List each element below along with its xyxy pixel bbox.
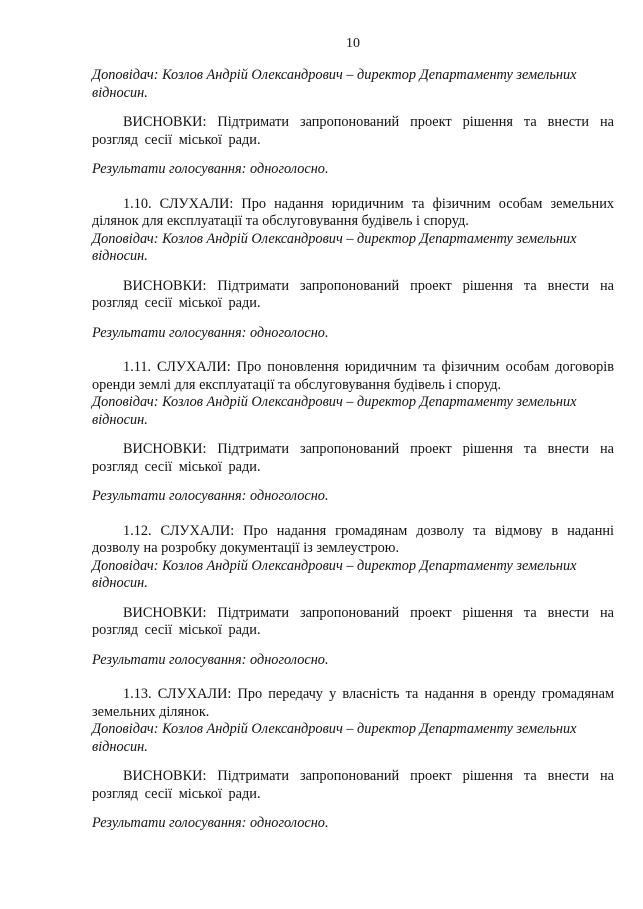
speaker-line: Доповідач: Козлов Андрій Олександрович – директор Департаменту земельних відносин. (92, 394, 577, 428)
agenda-item-1-13 (92, 686, 614, 833)
heard-paragraph: 1.12. СЛУХАЛИ: Про надання громадянам дозволу та відмову в наданні дозволу на розробку документації із землеустрою. (92, 522, 614, 556)
conclusion-paragraph: ВИСНОВКИ: Підтримати запропонований проект рішення та внести на розгляд сесії міської ради. (92, 277, 614, 311)
voting-result: Результати голосування: одноголосно. (92, 651, 329, 668)
speaker-line: Доповідач: Козлов Андрій Олександрович – директор Департаменту земельних відносин. (92, 721, 577, 755)
agenda-item-1-11 (92, 359, 614, 506)
heard-paragraph: 1.13. СЛУХАЛИ: Про передачу у власність та надання в оренду громадянам земельних ділянок. (92, 686, 614, 720)
heard-paragraph: 1.11. СЛУХАЛИ: Про поновлення юридичним та фізичним особам договорів оренди землі для експлуатації та обслуговування будівель і споруд. (92, 359, 614, 393)
speaker-line: Доповідач: Козлов Андрій Олександрович – директор Департаменту земельних відносин. (92, 230, 577, 264)
agenda-item-1-10 (92, 196, 614, 343)
heard-paragraph: 1.10. СЛУХАЛИ: Про надання юридичним та фізичним особам земельних ділянок для експлуатації та обслуговування будівель і споруд. (92, 195, 614, 229)
voting-result: Результати голосування: одноголосно. (92, 161, 329, 177)
voting-result: Результати голосування: одноголосно. (92, 815, 329, 831)
voting-result: Результати голосування: одноголосно. (92, 324, 329, 341)
conclusion-paragraph: ВИСНОВКИ: Підтримати запропонований проект рішення та внести на розгляд сесії міської ради. (92, 441, 614, 475)
page-number: 10 (346, 36, 360, 51)
conclusion-paragraph: ВИСНОВКИ: Підтримати запропонований проект рішення та внести на розгляд сесії міської ради. (92, 114, 614, 148)
speaker-line: Доповідач: Козлов Андрій Олександрович – директор Департаменту земельних відносин. (92, 67, 577, 101)
conclusion-paragraph: ВИСНОВКИ: Підтримати запропонований проект рішення та внести на розгляд сесії міської ради. (92, 768, 614, 802)
conclusion-paragraph: ВИСНОВКИ: Підтримати запропонований проект рішення та внести на розгляд сесії міської ради. (92, 604, 614, 638)
agenda-item-1-12 (92, 523, 614, 670)
speaker-line: Доповідач: Козлов Андрій Олександрович – директор Департаменту земельних відносин. (92, 557, 577, 591)
document-body (92, 67, 614, 833)
voting-result: Результати голосування: одноголосно. (92, 488, 329, 504)
